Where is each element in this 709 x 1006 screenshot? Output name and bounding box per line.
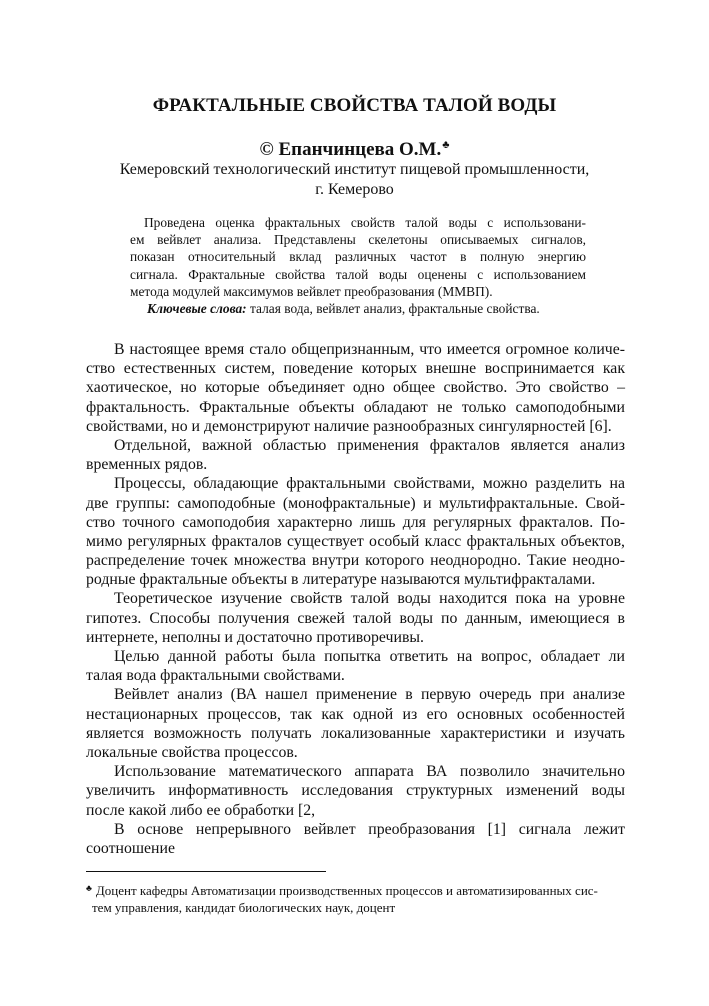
body-line: В настоящее время стало общепризнанным, что имеется огромное количе-: [114, 341, 625, 358]
body-line: соотношение: [86, 839, 175, 857]
abstract: [130, 214, 586, 300]
footnote-line-1: Доцент кафедры Автоматизации производственных процессов и автоматизированных сис-: [95, 883, 598, 898]
keywords-text: талая вода, вейвлет анализ, фрактальные свойства.: [246, 301, 540, 316]
abstract-line: метода модулей максимумов вейвлет преобразования (ММВП).: [130, 283, 493, 299]
body-line: интернете, неполны и достаточно противоречивы.: [86, 628, 424, 646]
abstract-line: ем вейвлет анализа. Представлены скелетоны описываемых сигналов,: [130, 232, 586, 248]
abstract-line: Проведена оценка фрактальных свойств талой воды с использовани-: [144, 215, 586, 230]
body-line: родные фрактальные объекты в литературе называются мультифракталами.: [86, 571, 596, 589]
body-line: Целью данной работы была попытка ответить на вопрос, обладает ли: [114, 648, 625, 665]
body-line: Процессы, обладающие фрактальными свойствами, можно разделить на: [114, 475, 625, 493]
body-line: фрактальность. Фрактальные объекты обладают не только самоподобными: [86, 398, 625, 416]
abstract-line: сигнала. Фрактальные свойства талой воды оценены с использованием: [130, 266, 586, 282]
author-name: © Епанчинцева О.М.: [259, 139, 442, 160]
body-line: Вейвлет анализ (ВА нашел применение в первую очередь при анализе: [114, 686, 625, 704]
body-line: Использование математического аппарата ВА позволило значительно: [114, 763, 625, 781]
body-line: ство точного самоподобия характерно лишь для регулярных фракталов. По-: [86, 513, 625, 531]
author-line: [0, 133, 709, 162]
body-line: мимо регулярных фракталов существует особый класс фрактальных объектов,: [86, 532, 625, 550]
body-line: временных рядов.: [86, 456, 208, 474]
body-line: гипотез. Способы получения свежей талой воды по данным, имеющиеся в: [86, 609, 625, 627]
affiliation-line-1: Кемеровский технологический институт пищевой промышленности,: [119, 161, 590, 178]
body-line: распределение точек множества внутри которого неоднородно. Такие неодно-: [86, 552, 625, 570]
body-text: [86, 340, 625, 858]
body-line: свойствами, но и демонстрируют наличие разнообразных сингулярностей [6].: [86, 417, 612, 435]
affiliation-line-2: г. Кемерово: [315, 181, 394, 198]
abstract-line: показан относительный вклад различных частот в полную энергию: [130, 249, 586, 265]
body-line: нестационарных процессов, так как одной из его основных особенностей: [86, 705, 625, 723]
footnote-mark: ♣: [86, 883, 92, 893]
affiliation: [60, 160, 649, 200]
body-line: В основе непрерывного вейвлет преобразования [1] сигнала лежит: [114, 820, 625, 838]
body-line: локальные свойства процессов.: [86, 743, 298, 761]
footnote-line-2: тем управления, кандидат биологических наук, доцент: [92, 899, 396, 915]
body-line: Теоретическое изучение свойств талой воды находится пока на уровне: [114, 590, 625, 608]
author-footnote-mark: ♣: [442, 139, 450, 151]
article-title: ФРАКТАЛЬНЫЕ СВОЙСТВА ТАЛОЙ ВОДЫ: [152, 95, 557, 116]
body-line: Отдельной, важной областью применения фракталов является анализ: [114, 436, 625, 454]
body-line: увеличить информативность исследования структурных изменений воды: [86, 782, 625, 800]
body-line: ство естественных систем, поведение которых внешне воспринимается как: [86, 360, 625, 378]
body-line: хаотическое, но которые объединяет одно общее свойство. Это свойство –: [86, 379, 625, 397]
keywords-label: Ключевые слова:: [147, 301, 247, 316]
body-line: талая вода фрактальными свойствами.: [86, 667, 345, 685]
footnote: [86, 880, 625, 916]
body-line: является возможность получать локализованные характеристики и изучать: [86, 724, 625, 742]
keywords: [147, 300, 540, 317]
body-line: две группы: самоподобные (монофрактальные) и мультифрактальные. Свой-: [86, 494, 625, 512]
footnote-divider: [86, 871, 326, 872]
body-line: после какой либо ее обработки [2,: [86, 801, 316, 819]
